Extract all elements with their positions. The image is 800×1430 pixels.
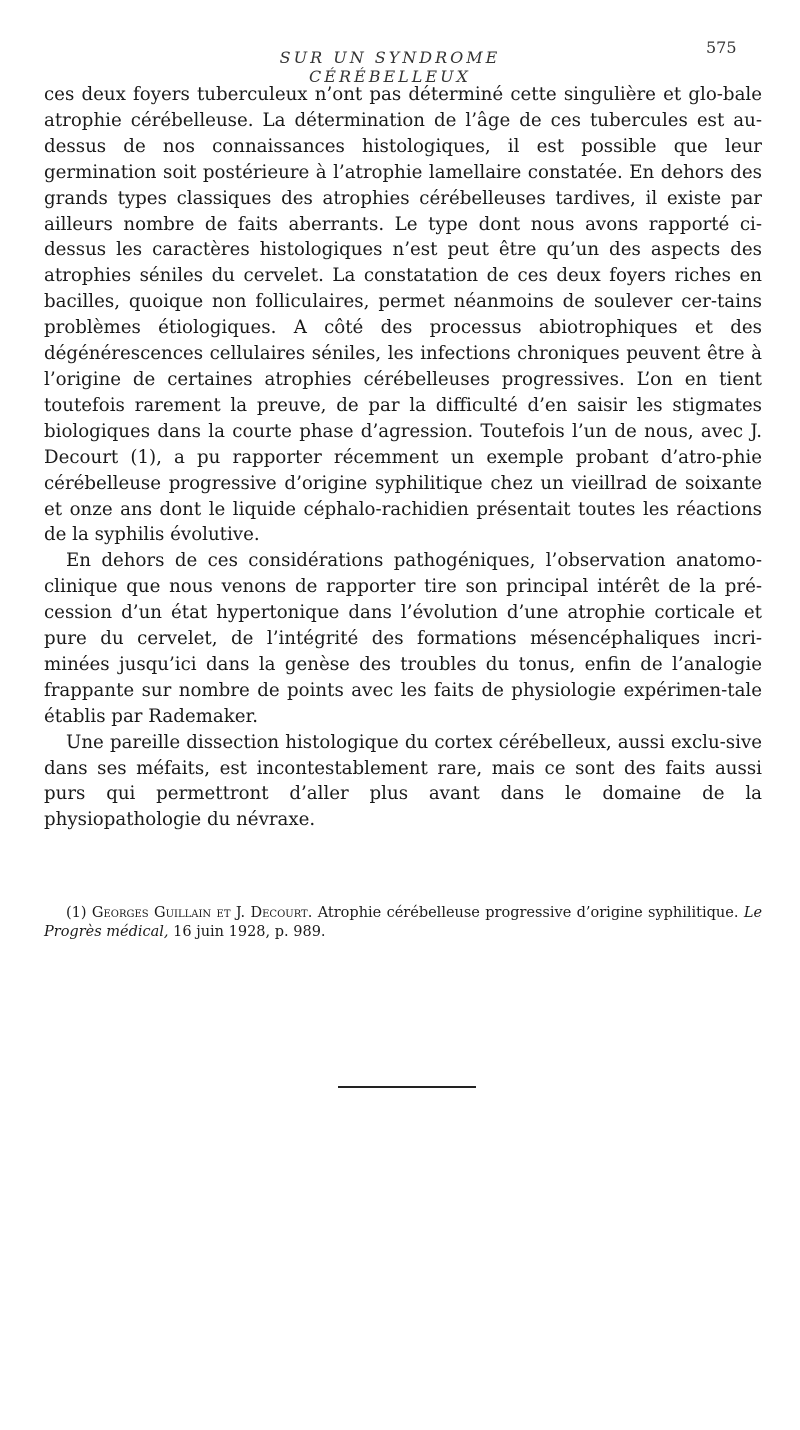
page-number: 575 [706, 38, 737, 57]
footnote-title: Atrophie cérébelleuse progressive d’origine syphilitique. [317, 905, 739, 921]
closing-rule [338, 1086, 476, 1088]
footnote-date: 16 juin 1928, p. 989. [173, 924, 326, 940]
paragraph-3: Une pareille dissection histologique du cortex cérébelleux, aussi exclu-sive dans ses méfaits, est incontestablement rare, mais ce sont des faits aussi purs qui permettront d’aller plus avant dans le domaine de la physiopathologie du névraxe. [44, 731, 762, 831]
footnote-journal: Le Progrès médical, [44, 905, 763, 940]
footnote-marker: (1) [66, 905, 87, 921]
footnote-authors: Georges Guillain et J. Decourt. [91, 905, 313, 921]
paragraph-2: En dehors de ces considérations pathogéniques, l’observation anatomo-clinique que nous venons de rapporter tire son principal intérêt de la pré-cession d’un état hypertonique dans l’évolution d’une atrophie corticale et pure du cervelet, de l’intégrité des formations mésencéphaliques incri-minées jusqu’ici dans la genèse des troubles du tonus, enfin de l’analogie frappante sur nombre de points avec les faits de physiologie expérimen-tale établis par Rademaker. [44, 550, 762, 727]
footnote [44, 904, 762, 942]
paragraph-1: ces deux foyers tuberculeux n’ont pas déterminé cette singulière et glo-bale atrophie cérébelleuse. La détermination de l’âge de ces tubercules est au-dessus de nos connaissances histologiques, il est possible que leur germination soit postérieure à l’atrophie lamellaire constatée. En dehors des grands types classiques des atrophies cérébelleuses tardives, il existe par ailleurs nombre de faits aberrants. Le type dont nous avons rapporté ci-dessus les caractères histologiques n’est peut être qu’un des aspects des atrophies séniles du cervelet. La constatation de ces deux foyers riches en bacilles, quoique non folliculaires, permet néanmoins de soulever cer-tains problèmes étiologiques. A côté des processus abiotrophiques et des dégénérescences cellulaires séniles, les infections chroniques peuvent être à l’origine de certaines atrophies cérébelleuses progressives. L’on en tient toutefois rarement la preuve, de par la difficulté d’en saisir les stigmates biologiques dans la courte phase d’agression. Toutefois l’un de nous, avec J. Decourt (1), a pu rapporter récemment un exemple probant d’atro-phie cérébelleuse progressive d’origine syphilitique chez un vieillrad de soixante et onze ans dont le liquide céphalo-rachidien présentait toutes les réactions de la syphilis évolutive. [44, 84, 762, 546]
running-title: SUR UN SYNDROME CÉRÉBELLEUX [279, 48, 501, 86]
body-text [44, 82, 762, 833]
